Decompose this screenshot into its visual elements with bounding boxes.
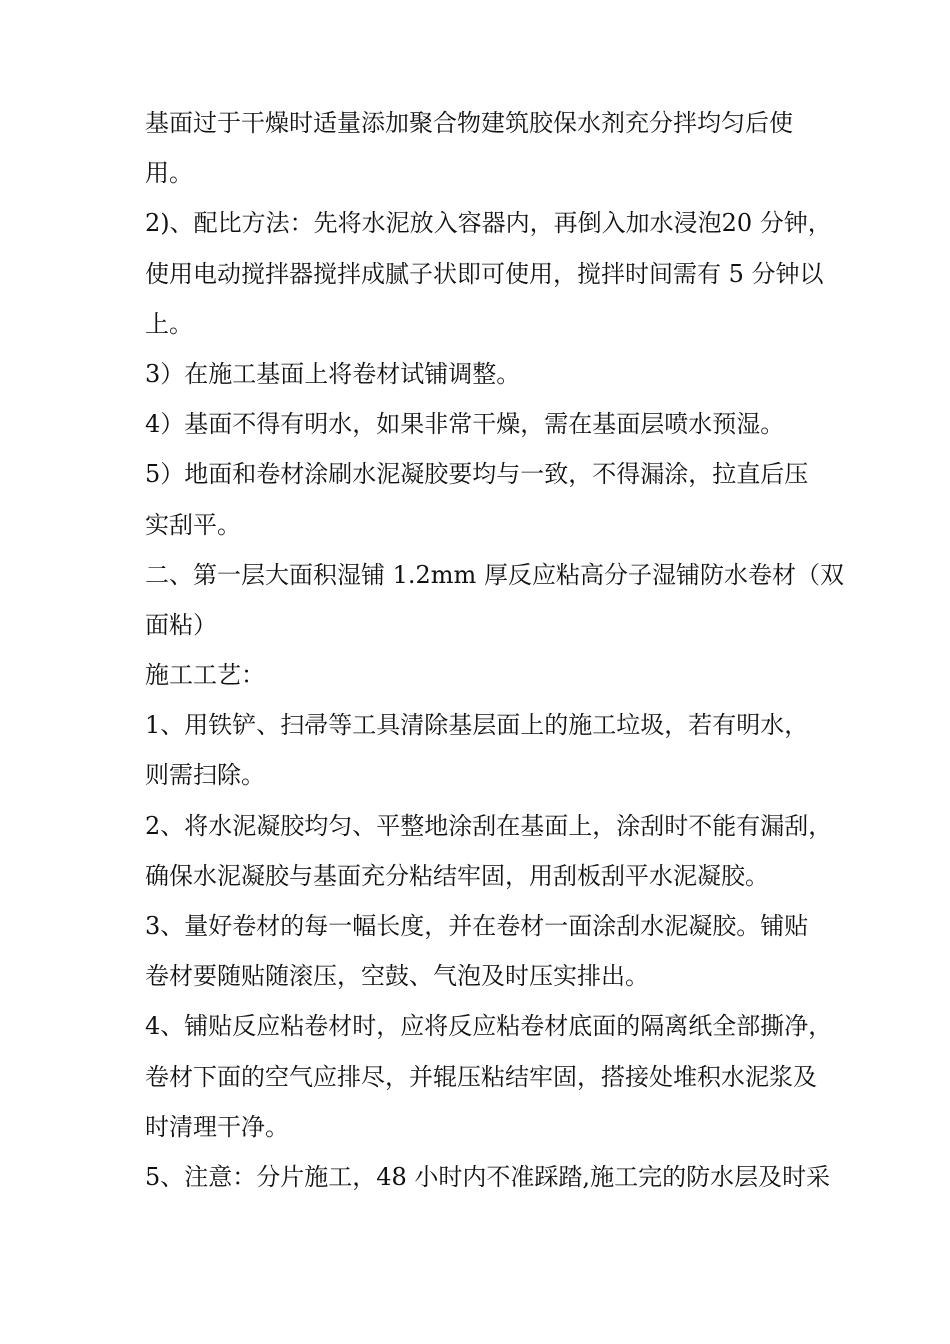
text-line-20: 卷材下面的空气应排尽，并辊压粘结牢固，搭接处堆积水泥浆及 bbox=[145, 1062, 817, 1091]
text-line-22: 5、注意：分片施工，48 小时内不准踩踏,施工完的防水层及时采 bbox=[145, 1162, 831, 1191]
text-line-8: 5）地面和卷材涂刷水泥凝胶要均与一致，不得漏涂，拉直后压 bbox=[145, 460, 809, 489]
text-line-6: 3）在施工基面上将卷材试铺调整。 bbox=[145, 359, 521, 388]
text-line-10: 二、第一层大面积湿铺 1.2mm 厚反应粘高分子湿铺防水卷材（双 bbox=[145, 560, 844, 589]
text-line-18: 卷材要随贴随滚压，空鼓、气泡及时压实排出。 bbox=[145, 962, 649, 991]
text-line-12: 施工工艺： bbox=[145, 661, 265, 690]
text-line-9: 实刮平。 bbox=[145, 510, 241, 539]
text-line-5: 上。 bbox=[145, 309, 193, 338]
text-line-2: 用。 bbox=[145, 159, 193, 188]
body-text bbox=[145, 98, 844, 1202]
text-line-19: 4、铺贴反应粘卷材时，应将反应粘卷材底面的隔离纸全部撕净， bbox=[145, 1012, 833, 1041]
text-line-7: 4）基面不得有明水，如果非常干燥，需在基面层喷水预湿。 bbox=[145, 410, 785, 439]
text-line-1: 基面过于干燥时适量添加聚合物建筑胶保水剂充分拌均匀后使 bbox=[145, 109, 793, 137]
text-line-17: 3、量好卷材的每一幅长度，并在卷材一面涂刮水泥凝胶。铺贴 bbox=[145, 912, 809, 940]
text-line-3: 2)、配比方法：先将水泥放入容器内，再倒入加水浸泡20 分钟， bbox=[145, 209, 832, 238]
text-line-4: 使用电动搅拌器搅拌成腻子状即可使用，搅拌时间需有 5 分钟以 bbox=[145, 259, 824, 288]
text-line-14: 则需扫除。 bbox=[145, 761, 265, 790]
text-line-15: 2、将水泥凝胶均匀、平整地涂刮在基面上，涂刮时不能有漏刮， bbox=[145, 811, 833, 840]
text-line-16: 确保水泥凝胶与基面充分粘结牢固，用刮板刮平水泥凝胶。 bbox=[145, 861, 769, 890]
text-line-21: 时清理干净。 bbox=[145, 1112, 289, 1141]
text-line-11: 面粘） bbox=[145, 610, 217, 639]
text-line-13: 1、用铁铲、扫帚等工具清除基层面上的施工垃圾，若有明水， bbox=[145, 711, 809, 740]
